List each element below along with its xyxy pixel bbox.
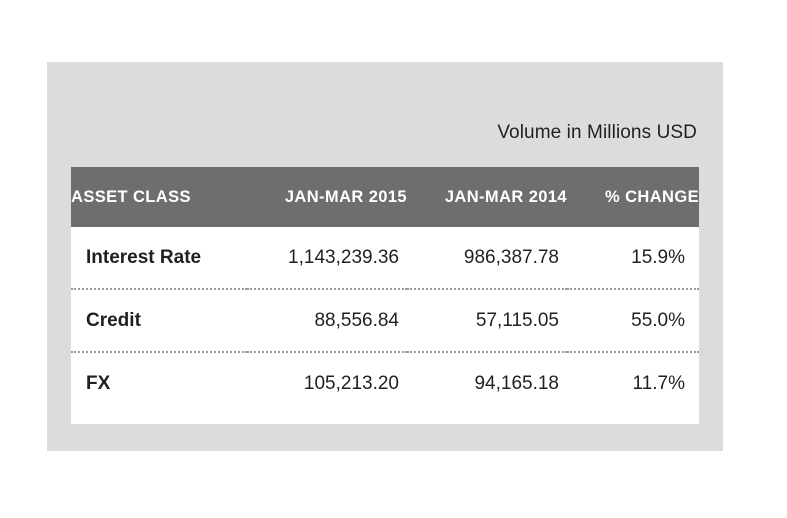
column-header-pct-change: % CHANGE (567, 167, 699, 227)
table-row (71, 352, 699, 414)
cell-jan-mar-2015: 1,143,239.36 (247, 227, 407, 289)
volume-table (71, 167, 699, 414)
table-row (71, 289, 699, 352)
table-body (71, 227, 699, 414)
cell-jan-mar-2014: 986,387.78 (407, 227, 567, 289)
table-header (71, 167, 699, 227)
table-row (71, 227, 699, 289)
column-header-jan-mar-2014: JAN-MAR 2014 (407, 167, 567, 227)
cell-pct-change: 11.7% (567, 352, 699, 414)
column-header-asset-class: ASSET CLASS (71, 167, 247, 227)
content-panel (47, 62, 723, 451)
table-header-row (71, 167, 699, 227)
cell-pct-change: 15.9% (567, 227, 699, 289)
cell-jan-mar-2015: 88,556.84 (247, 289, 407, 352)
cell-asset-class: FX (71, 352, 247, 414)
cell-jan-mar-2015: 105,213.20 (247, 352, 407, 414)
volume-table-container (71, 167, 699, 424)
cell-asset-class: Interest Rate (71, 227, 247, 289)
column-header-jan-mar-2015: JAN-MAR 2015 (247, 167, 407, 227)
table-bottom-spacer (71, 414, 699, 424)
cell-jan-mar-2014: 94,165.18 (407, 352, 567, 414)
cell-asset-class: Credit (71, 289, 247, 352)
cell-jan-mar-2014: 57,115.05 (407, 289, 567, 352)
table-caption: Volume in Millions USD (497, 122, 697, 143)
cell-pct-change: 55.0% (567, 289, 699, 352)
